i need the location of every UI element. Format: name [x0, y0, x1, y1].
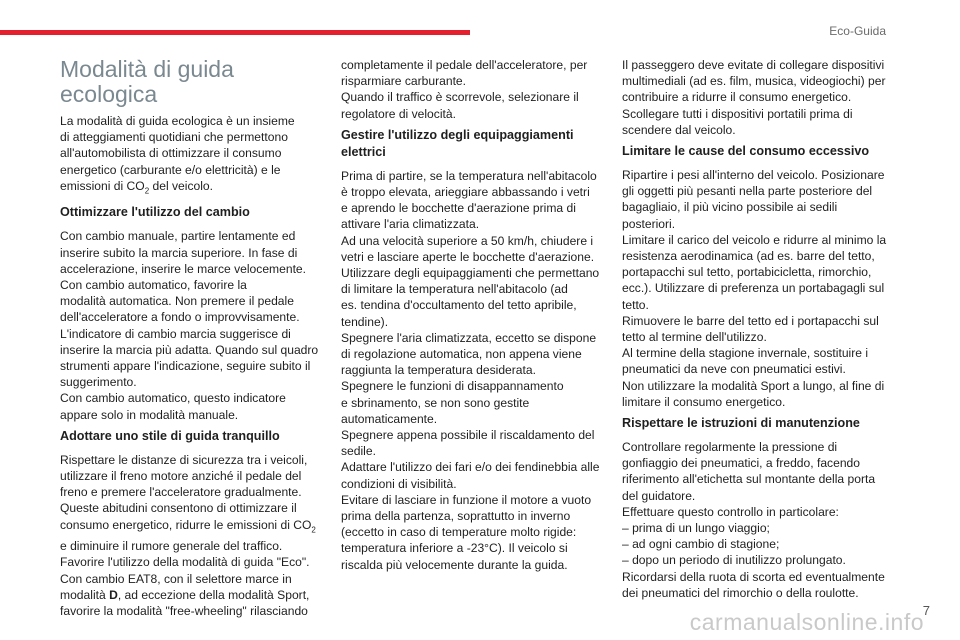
page-title-line-2: ecologica: [60, 81, 158, 107]
page-number: 7: [922, 603, 930, 618]
paragraph-guida-continued: completamente il pedale dell'acceleratore, per risparmiare carburante. Quando il traffico è scorrevole, selezionare il regolatore di velocità.: [341, 58, 588, 121]
guida-subscript: 2: [311, 525, 316, 535]
watermark: carmanualsonline.info: [689, 609, 924, 635]
top-accent-bar: [0, 30, 470, 35]
intro-text-end: del veicolo.: [149, 178, 214, 193]
section-header: Eco-Guida: [829, 24, 886, 38]
heading-consumo: Limitare le cause del consumo eccessivo: [622, 144, 870, 159]
heading-equipaggiamenti: Gestire l'utilizzo degli equipaggiamenti elettrici: [341, 127, 574, 159]
paragraph-cambio: Con cambio manuale, partire lentamente ed inserire subito la marcia superiore. In fase di accelerazione, inserire le marce velocemente. Con cambio automatico, favorire la modalità automatica. Non premere il pedale dell'acceleratore a fondo o improvvisamente. L'indicatore di cambio marcia suggerisce di inserire la marcia più adatta. Quando sul quadro strumenti appare l'indicazione, seguire subito il suggerimento. Con cambio automatico, questo indicatore appare solo in modalità manuale.: [60, 229, 319, 422]
paragraph-manutenzione: Controllare regolarmente la pressione di gonfiaggio dei pneumatici, a freddo, facendo riferimento all'etichetta sul montante della porta del guidatore. Effettuare questo controllo in particolare: – prima di un lungo viaggio; – ad ogni cambio di stagione; – dopo un periodo di inutilizzo prolungato. Ricordarsi della ruota di scorta ed eventualmente dei pneumatici del rimorchio o della roulotte.: [622, 440, 885, 600]
page-title-line-1: Modalità di guida: [60, 56, 234, 82]
paragraph-equipaggiamenti: Prima di partire, se la temperatura nell'abitacolo è troppo elevata, arieggiare abbassando i vetri e aprendo le bocchette d'aerazione prima di attivare l'aria climatizzata. Ad una velocità superiore a 50 km/h, chiudere i vetri e lasciare aperte le bocchette d'aerazione. Utilizzare degli equipaggiamenti che permettano di limitare la temperatura nell'abitacolo (ad es. tendina d'occultamento del tetto apribile, tendine). Spegnere l'aria climatizzata, eccetto se dispone di regolazione automatica, non appena viene raggiunta la temperatura desiderata. Spegnere le funzioni di disappannamento e sbrinamento, se non sono gestite automaticamente. Spegnere appena possibile il riscaldamento del sedile. Adattare l'utilizzo dei fari e/o dei fendinebbia alle condizioni di visibilità. Evitare di lasciare in funzione il motore a vuoto prima della partenza, soprattutto in inverno (eccetto in caso di temperature molto rigide: temperatura inferiore a -23°C). Il veicolo si riscalda più velocemente durante la guida.: [341, 168, 600, 572]
heading-guida: Adottare uno stile di guida tranquillo: [60, 428, 280, 443]
column-1: [60, 57, 322, 624]
page-title: [60, 57, 322, 107]
intro-text: La modalità di guida ecologica è un insieme di atteggiamenti quotidiani che permettono all'automobilista di ottimizzare il consumo energetico (carburante e/o elettricità) e le emissioni di CO: [60, 114, 295, 193]
paragraph-guida: [60, 452, 322, 619]
intro-subscript: 2: [144, 186, 150, 196]
paragraph-consumo: Ripartire i pesi all'interno del veicolo. Posizionare gli oggetti più pesanti nella parte posteriore del bagagliaio, il più vicino possibile ai sedili posteriori. Limitare il carico del veicolo e ridurre al minimo la resistenza aerodinamica (ad es. barre del tetto, portapacchi sul tetto, portabicicletta, rimorchio, ecc.). Utilizzare di preferenza un portabagagli sul tetto. Rimuovere le barre del tetto ed i portapacchi sul tetto al termine dell'utilizzo. Al termine della stagione invernale, sostituire i pneumatici da neve con pneumatici estivi. Non utilizzare la modalità Sport a lungo, al fine di limitare il consumo energetico.: [622, 168, 887, 409]
column-3: [622, 57, 890, 606]
guida-bold-d: D: [109, 587, 118, 602]
paragraph-equipaggiamenti-continued: Il passeggero deve evitate di collegare dispositivi multimediali (ad es. film, musica, videogiochi) per contribuire a ridurre il consumo energetico. Scollegare tutti i dispositivi portatili prima di scendere dal veicolo.: [622, 58, 886, 137]
heading-manutenzione: Rispettare le istruzioni di manutenzione: [622, 416, 860, 431]
column-2: [341, 57, 603, 578]
heading-cambio: Ottimizzare l'utilizzo del cambio: [60, 205, 250, 220]
intro-paragraph: [60, 113, 322, 199]
guida-text-b: e diminuire il rumore generale del traffico. Favorire l'utilizzo della modalità di guida "Eco". Con cambio EAT8, con il selettore marce in modalità: [60, 539, 310, 602]
guida-text-c: , ad eccezione della modalità Sport, favorire la modalità "free-wheeling" rilasciando: [60, 587, 310, 619]
guida-text-a: Rispettare le distanze di sicurezza tra i veicoli, utilizzare il freno motore anziché il pedale del freno e premere l'acceleratore gradualmente. Queste abitudini consentono di ottimizzare il consumo energetico, ridurre le emissioni di CO: [60, 452, 312, 532]
